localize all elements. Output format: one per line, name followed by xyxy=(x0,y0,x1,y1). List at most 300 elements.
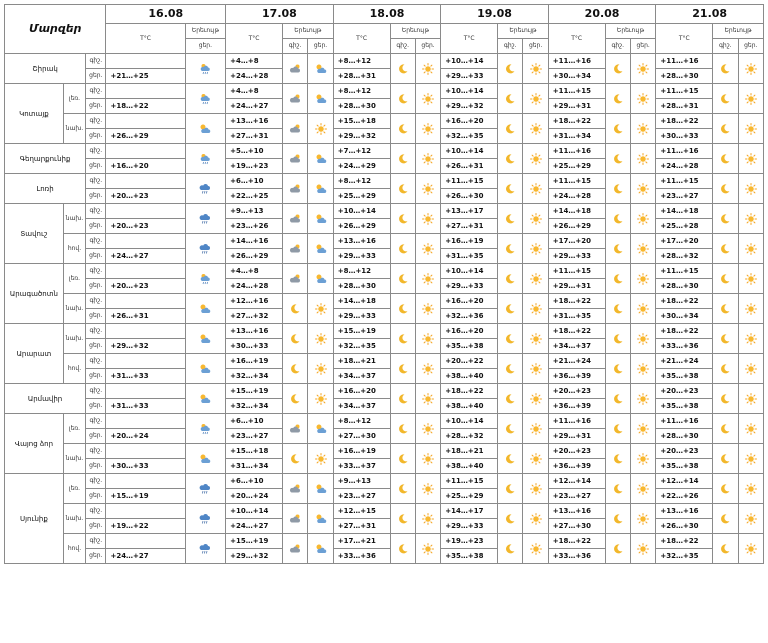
day-icon-cell xyxy=(415,294,440,324)
night-icon-cell xyxy=(605,54,630,84)
sun-icon xyxy=(422,333,434,345)
day-icon-cell xyxy=(738,114,764,144)
temperature-cell: +11…+15 xyxy=(548,264,605,279)
sun-icon xyxy=(745,363,757,375)
day-column-header: ցեր. xyxy=(185,39,226,54)
temperature-column-header: T°C xyxy=(106,24,185,54)
night-icon-cell xyxy=(282,144,307,174)
temperature-cell: +10…+14 xyxy=(226,504,283,519)
sun-icon xyxy=(315,393,327,405)
moon-icon xyxy=(397,243,409,255)
temperature-cell: +21…+25 xyxy=(106,69,185,84)
moon-icon xyxy=(504,393,516,405)
moon-icon xyxy=(397,153,409,165)
night-icon-cell xyxy=(390,294,415,324)
time-of-day-label: գիշ. xyxy=(86,54,106,69)
day-column-header: ցեր. xyxy=(523,39,548,54)
temperature-cell: +19…+23 xyxy=(441,534,498,549)
time-of-day-label: ցեր. xyxy=(86,459,106,474)
night-icon-cell xyxy=(390,84,415,114)
time-of-day-label: գիշ. xyxy=(86,414,106,429)
cloud-icon xyxy=(289,63,301,75)
time-of-day-label: գիշ. xyxy=(86,114,106,129)
sun-cloud-icon xyxy=(315,423,327,435)
sun-icon xyxy=(530,183,542,195)
cloud-rain-icon xyxy=(199,513,211,525)
sun-cloud-icon xyxy=(315,183,327,195)
sun-icon xyxy=(530,333,542,345)
temperature-cell: +16…+20 xyxy=(106,159,185,174)
region-name: Արարատ xyxy=(5,324,64,384)
moon-icon xyxy=(504,93,516,105)
zone-name: լեռ. xyxy=(63,474,85,504)
temperature-column-header: T°C xyxy=(441,24,498,54)
night-icon-cell xyxy=(390,354,415,384)
day-icon-cell xyxy=(738,354,764,384)
sun-icon xyxy=(745,333,757,345)
temperature-cell: +18…+22 xyxy=(106,99,185,114)
day-icon-cell xyxy=(415,504,440,534)
moon-icon xyxy=(289,333,301,345)
day-icon-cell xyxy=(415,114,440,144)
day-icon-cell xyxy=(308,504,333,534)
temperature-cell: +20…+23 xyxy=(656,444,713,459)
table-row xyxy=(5,324,764,339)
temperature-cell: +10…+14 xyxy=(441,54,498,69)
day-icon-cell xyxy=(523,54,548,84)
day-column-header: ցեր. xyxy=(415,39,440,54)
temperature-cell: +12…+14 xyxy=(548,474,605,489)
temperature-cell: +18…+22 xyxy=(656,534,713,549)
day-icon-cell xyxy=(630,354,655,384)
night-icon-cell xyxy=(498,204,523,234)
moon-icon xyxy=(504,423,516,435)
moon-icon xyxy=(719,543,731,555)
moon-icon xyxy=(397,333,409,345)
temperature-cell: +18…+21 xyxy=(441,444,498,459)
temperature-column-header: T°C xyxy=(226,24,283,54)
temperature-cell: +4…+8 xyxy=(226,54,283,69)
temperature-cell: +20…+24 xyxy=(226,489,283,504)
weather-icon-cell xyxy=(185,54,226,84)
date-header: 20.08 xyxy=(548,5,656,24)
night-icon-cell xyxy=(605,264,630,294)
temperature-cell: +22…+26 xyxy=(656,489,713,504)
sun-icon xyxy=(530,243,542,255)
day-icon-cell xyxy=(523,324,548,354)
temperature-cell: +16…+19 xyxy=(441,234,498,249)
temperature-cell: +36…+39 xyxy=(548,399,605,414)
temperature-cell: +11…+15 xyxy=(441,474,498,489)
weather-icon-cell xyxy=(185,534,226,564)
temperature-cell: +8…+12 xyxy=(333,54,390,69)
sun-cloud-icon xyxy=(315,93,327,105)
moon-icon xyxy=(612,543,624,555)
night-icon-cell xyxy=(605,444,630,474)
moon-icon xyxy=(397,423,409,435)
night-icon-cell xyxy=(390,324,415,354)
moon-icon xyxy=(504,243,516,255)
temperature-cell: +30…+34 xyxy=(548,69,605,84)
sun-icon xyxy=(637,213,649,225)
time-of-day-label: գիշ. xyxy=(86,324,106,339)
temperature-cell: +11…+15 xyxy=(656,84,713,99)
temperature-cell xyxy=(106,204,185,219)
moon-icon xyxy=(612,153,624,165)
night-icon-cell xyxy=(605,534,630,564)
sun-icon xyxy=(530,63,542,75)
day-icon-cell xyxy=(415,474,440,504)
sun-icon xyxy=(745,183,757,195)
night-icon-cell xyxy=(282,204,307,234)
temperature-cell: +29…+32 xyxy=(226,549,283,564)
night-icon-cell xyxy=(605,384,630,414)
sun-icon xyxy=(422,423,434,435)
temperature-cell: +11…+15 xyxy=(441,174,498,189)
moon-icon xyxy=(719,273,731,285)
temperature-cell: +27…+30 xyxy=(548,519,605,534)
date-header: 17.08 xyxy=(226,5,334,24)
temperature-cell: +28…+30 xyxy=(333,279,390,294)
night-icon-cell xyxy=(282,264,307,294)
temperature-cell: +35…+38 xyxy=(656,369,713,384)
moon-icon xyxy=(289,453,301,465)
zone-name: հով. xyxy=(63,234,85,264)
moon-icon xyxy=(612,453,624,465)
weather-forecast-table xyxy=(4,4,764,564)
temperature-cell: +18…+22 xyxy=(548,294,605,309)
temperature-cell xyxy=(106,414,185,429)
temperature-cell: +11…+15 xyxy=(656,264,713,279)
temperature-cell: +31…+33 xyxy=(106,369,185,384)
night-icon-cell xyxy=(605,84,630,114)
temperature-cell: +27…+32 xyxy=(226,309,283,324)
temperature-cell: +11…+16 xyxy=(548,414,605,429)
time-of-day-label: գիշ. xyxy=(86,504,106,519)
temperature-cell: +6…+10 xyxy=(226,414,283,429)
time-of-day-label: գիշ. xyxy=(86,294,106,309)
temperature-column-header: T°C xyxy=(656,24,713,54)
temperature-cell: +18…+22 xyxy=(656,294,713,309)
weather-column-header: Երեւույթ xyxy=(390,24,441,39)
temperature-cell: +6…+10 xyxy=(226,474,283,489)
night-icon-cell xyxy=(498,384,523,414)
sun-icon xyxy=(530,363,542,375)
temperature-cell: +20…+23 xyxy=(548,384,605,399)
moon-icon xyxy=(397,183,409,195)
day-icon-cell xyxy=(308,234,333,264)
day-icon-cell xyxy=(738,384,764,414)
sun-icon xyxy=(530,513,542,525)
table-row xyxy=(5,534,764,549)
night-icon-cell xyxy=(498,174,523,204)
moon-icon xyxy=(719,123,731,135)
night-icon-cell xyxy=(713,114,738,144)
moon-icon xyxy=(504,153,516,165)
weather-icon-cell xyxy=(185,504,226,534)
day-icon-cell xyxy=(523,534,548,564)
temperature-cell: +13…+16 xyxy=(548,504,605,519)
moon-icon xyxy=(397,213,409,225)
sun-icon xyxy=(530,93,542,105)
moon-icon xyxy=(289,303,301,315)
sun-icon xyxy=(315,303,327,315)
day-icon-cell xyxy=(738,444,764,474)
moon-icon xyxy=(504,183,516,195)
day-icon-cell xyxy=(415,84,440,114)
day-icon-cell xyxy=(415,444,440,474)
moon-icon xyxy=(397,543,409,555)
night-icon-cell xyxy=(605,174,630,204)
day-icon-cell xyxy=(630,204,655,234)
night-icon-cell xyxy=(498,234,523,264)
sun-icon xyxy=(637,393,649,405)
zone-name: հով. xyxy=(63,354,85,384)
temperature-cell: +27…+31 xyxy=(226,129,283,144)
night-icon-cell xyxy=(498,474,523,504)
night-icon-cell xyxy=(282,414,307,444)
zone-name: հով. xyxy=(63,534,85,564)
day-column-header: ցեր. xyxy=(308,39,333,54)
temperature-cell: +31…+35 xyxy=(441,249,498,264)
sun-icon xyxy=(745,273,757,285)
cloud-icon xyxy=(289,483,301,495)
sun-icon xyxy=(637,423,649,435)
table-row xyxy=(5,354,764,369)
weather-icon-cell xyxy=(185,84,226,114)
night-column-header: գիշ. xyxy=(498,39,523,54)
sun-icon xyxy=(637,303,649,315)
weather-icon-cell xyxy=(185,264,226,294)
moon-icon xyxy=(504,273,516,285)
time-of-day-label: գիշ. xyxy=(86,534,106,549)
night-icon-cell xyxy=(498,54,523,84)
temperature-cell xyxy=(106,324,185,339)
sun-icon xyxy=(637,63,649,75)
sun-icon xyxy=(422,363,434,375)
table-row xyxy=(5,84,764,99)
zone-name: նախ. xyxy=(63,324,85,354)
night-icon-cell xyxy=(498,264,523,294)
temperature-cell: +26…+31 xyxy=(106,309,185,324)
time-of-day-label: գիշ. xyxy=(86,444,106,459)
temperature-cell: +30…+33 xyxy=(656,129,713,144)
temperature-cell: +19…+23 xyxy=(226,159,283,174)
time-of-day-label: ցեր. xyxy=(86,429,106,444)
temperature-cell: +24…+27 xyxy=(226,99,283,114)
time-of-day-label: գիշ. xyxy=(86,384,106,399)
temperature-cell: +5…+10 xyxy=(226,144,283,159)
zone-name: նախ. xyxy=(63,444,85,474)
region-name: Վայոց ձոր xyxy=(5,414,64,474)
sun-cloud-rain-icon xyxy=(199,93,211,105)
temperature-cell: +12…+15 xyxy=(333,504,390,519)
temperature-cell: +29…+32 xyxy=(333,129,390,144)
temperature-cell: +30…+33 xyxy=(226,339,283,354)
night-icon-cell xyxy=(498,84,523,114)
sun-icon xyxy=(422,273,434,285)
temperature-cell: +29…+31 xyxy=(548,99,605,114)
moon-icon xyxy=(504,513,516,525)
night-icon-cell xyxy=(390,114,415,144)
temperature-cell: +15…+19 xyxy=(333,324,390,339)
time-of-day-label: ցեր. xyxy=(86,249,106,264)
day-icon-cell xyxy=(630,504,655,534)
moon-icon xyxy=(719,333,731,345)
time-of-day-label: ցեր. xyxy=(86,129,106,144)
temperature-cell xyxy=(106,444,185,459)
day-icon-cell xyxy=(630,384,655,414)
night-icon-cell xyxy=(498,444,523,474)
temperature-cell: +16…+20 xyxy=(441,114,498,129)
day-icon-cell xyxy=(308,534,333,564)
sun-icon xyxy=(530,483,542,495)
sun-cloud-icon xyxy=(199,393,211,405)
temperature-cell xyxy=(106,264,185,279)
night-icon-cell xyxy=(390,234,415,264)
temperature-cell: +25…+29 xyxy=(441,489,498,504)
sun-icon xyxy=(745,453,757,465)
date-header: 18.08 xyxy=(333,5,441,24)
sun-icon xyxy=(422,243,434,255)
day-icon-cell xyxy=(738,414,764,444)
night-icon-cell xyxy=(605,294,630,324)
region-name: Կոտայք xyxy=(5,84,64,144)
day-icon-cell xyxy=(738,474,764,504)
day-icon-cell xyxy=(630,444,655,474)
temperature-cell: +33…+36 xyxy=(656,339,713,354)
temperature-cell: +28…+31 xyxy=(333,69,390,84)
sun-icon xyxy=(422,213,434,225)
region-name: Լոռի xyxy=(5,174,86,204)
temperature-cell: +26…+29 xyxy=(548,219,605,234)
temperature-cell: +22…+25 xyxy=(226,189,283,204)
day-icon-cell xyxy=(630,84,655,114)
temperature-cell: +23…+27 xyxy=(548,489,605,504)
temperature-cell: +18…+22 xyxy=(656,324,713,339)
zone-name: նախ. xyxy=(63,504,85,534)
day-icon-cell xyxy=(630,264,655,294)
day-icon-cell xyxy=(630,144,655,174)
moon-icon xyxy=(397,483,409,495)
day-column-header: ցեր. xyxy=(738,39,764,54)
temperature-cell: +25…+28 xyxy=(656,219,713,234)
weather-column-header: Երեւույթ xyxy=(185,24,226,39)
sun-cloud-icon xyxy=(199,363,211,375)
sun-icon xyxy=(745,543,757,555)
temperature-cell: +14…+18 xyxy=(656,204,713,219)
weather-icon-cell xyxy=(185,144,226,174)
moon-icon xyxy=(719,93,731,105)
day-icon-cell xyxy=(523,414,548,444)
temperature-cell: +29…+33 xyxy=(441,519,498,534)
sun-icon xyxy=(637,123,649,135)
day-icon-cell xyxy=(630,174,655,204)
night-icon-cell xyxy=(713,54,738,84)
night-icon-cell xyxy=(605,504,630,534)
temperature-cell: +31…+34 xyxy=(226,459,283,474)
temperature-cell: +11…+16 xyxy=(656,144,713,159)
night-icon-cell xyxy=(713,474,738,504)
temperature-cell xyxy=(106,234,185,249)
temperature-cell: +26…+31 xyxy=(441,159,498,174)
sun-icon xyxy=(745,303,757,315)
moon-icon xyxy=(612,483,624,495)
time-of-day-label: ցեր. xyxy=(86,489,106,504)
region-name: Տավուշ xyxy=(5,204,64,264)
temperature-cell: +11…+16 xyxy=(656,54,713,69)
temperature-cell: +10…+14 xyxy=(441,264,498,279)
temperature-cell: +15…+19 xyxy=(226,534,283,549)
temperature-cell: +4…+8 xyxy=(226,84,283,99)
night-icon-cell xyxy=(605,114,630,144)
temperature-cell: +38…+40 xyxy=(441,369,498,384)
temperature-cell: +23…+27 xyxy=(333,489,390,504)
day-icon-cell xyxy=(415,534,440,564)
temperature-cell: +15…+19 xyxy=(226,384,283,399)
moon-icon xyxy=(397,123,409,135)
sun-icon xyxy=(422,183,434,195)
night-column-header: գիշ. xyxy=(282,39,307,54)
sun-icon xyxy=(422,93,434,105)
temperature-cell: +25…+29 xyxy=(333,189,390,204)
time-of-day-label: ցեր. xyxy=(86,309,106,324)
day-icon-cell xyxy=(738,204,764,234)
cloud-rain-icon xyxy=(199,213,211,225)
day-icon-cell xyxy=(308,384,333,414)
night-icon-cell xyxy=(282,384,307,414)
table-row xyxy=(5,384,764,399)
zone-name: նախ. xyxy=(63,204,85,234)
temperature-cell: +12…+14 xyxy=(656,474,713,489)
temperature-cell xyxy=(106,84,185,99)
temperature-cell: +11…+16 xyxy=(548,144,605,159)
moon-icon xyxy=(612,273,624,285)
day-icon-cell xyxy=(308,264,333,294)
night-icon-cell xyxy=(390,504,415,534)
night-icon-cell xyxy=(498,534,523,564)
night-icon-cell xyxy=(605,474,630,504)
temperature-cell: +15…+18 xyxy=(333,114,390,129)
table-row xyxy=(5,234,764,249)
day-icon-cell xyxy=(308,114,333,144)
night-icon-cell xyxy=(713,444,738,474)
day-icon-cell xyxy=(630,414,655,444)
moon-icon xyxy=(397,63,409,75)
day-icon-cell xyxy=(738,234,764,264)
night-icon-cell xyxy=(498,144,523,174)
night-icon-cell xyxy=(605,234,630,264)
temperature-cell: +12…+16 xyxy=(226,294,283,309)
moon-icon xyxy=(612,183,624,195)
temperature-cell: +16…+19 xyxy=(226,354,283,369)
night-icon-cell xyxy=(282,84,307,114)
moon-icon xyxy=(397,303,409,315)
temperature-cell: +36…+39 xyxy=(548,459,605,474)
day-icon-cell xyxy=(415,174,440,204)
temperature-cell: +8…+12 xyxy=(333,84,390,99)
weather-column-header: Երեւույթ xyxy=(605,24,656,39)
temperature-cell: +10…+14 xyxy=(441,414,498,429)
sun-icon xyxy=(530,423,542,435)
night-icon-cell xyxy=(282,504,307,534)
night-icon-cell xyxy=(605,204,630,234)
temperature-cell: +20…+23 xyxy=(656,384,713,399)
temperature-cell: +25…+29 xyxy=(548,159,605,174)
sun-icon xyxy=(315,363,327,375)
sun-cloud-icon xyxy=(315,513,327,525)
day-icon-cell xyxy=(523,504,548,534)
